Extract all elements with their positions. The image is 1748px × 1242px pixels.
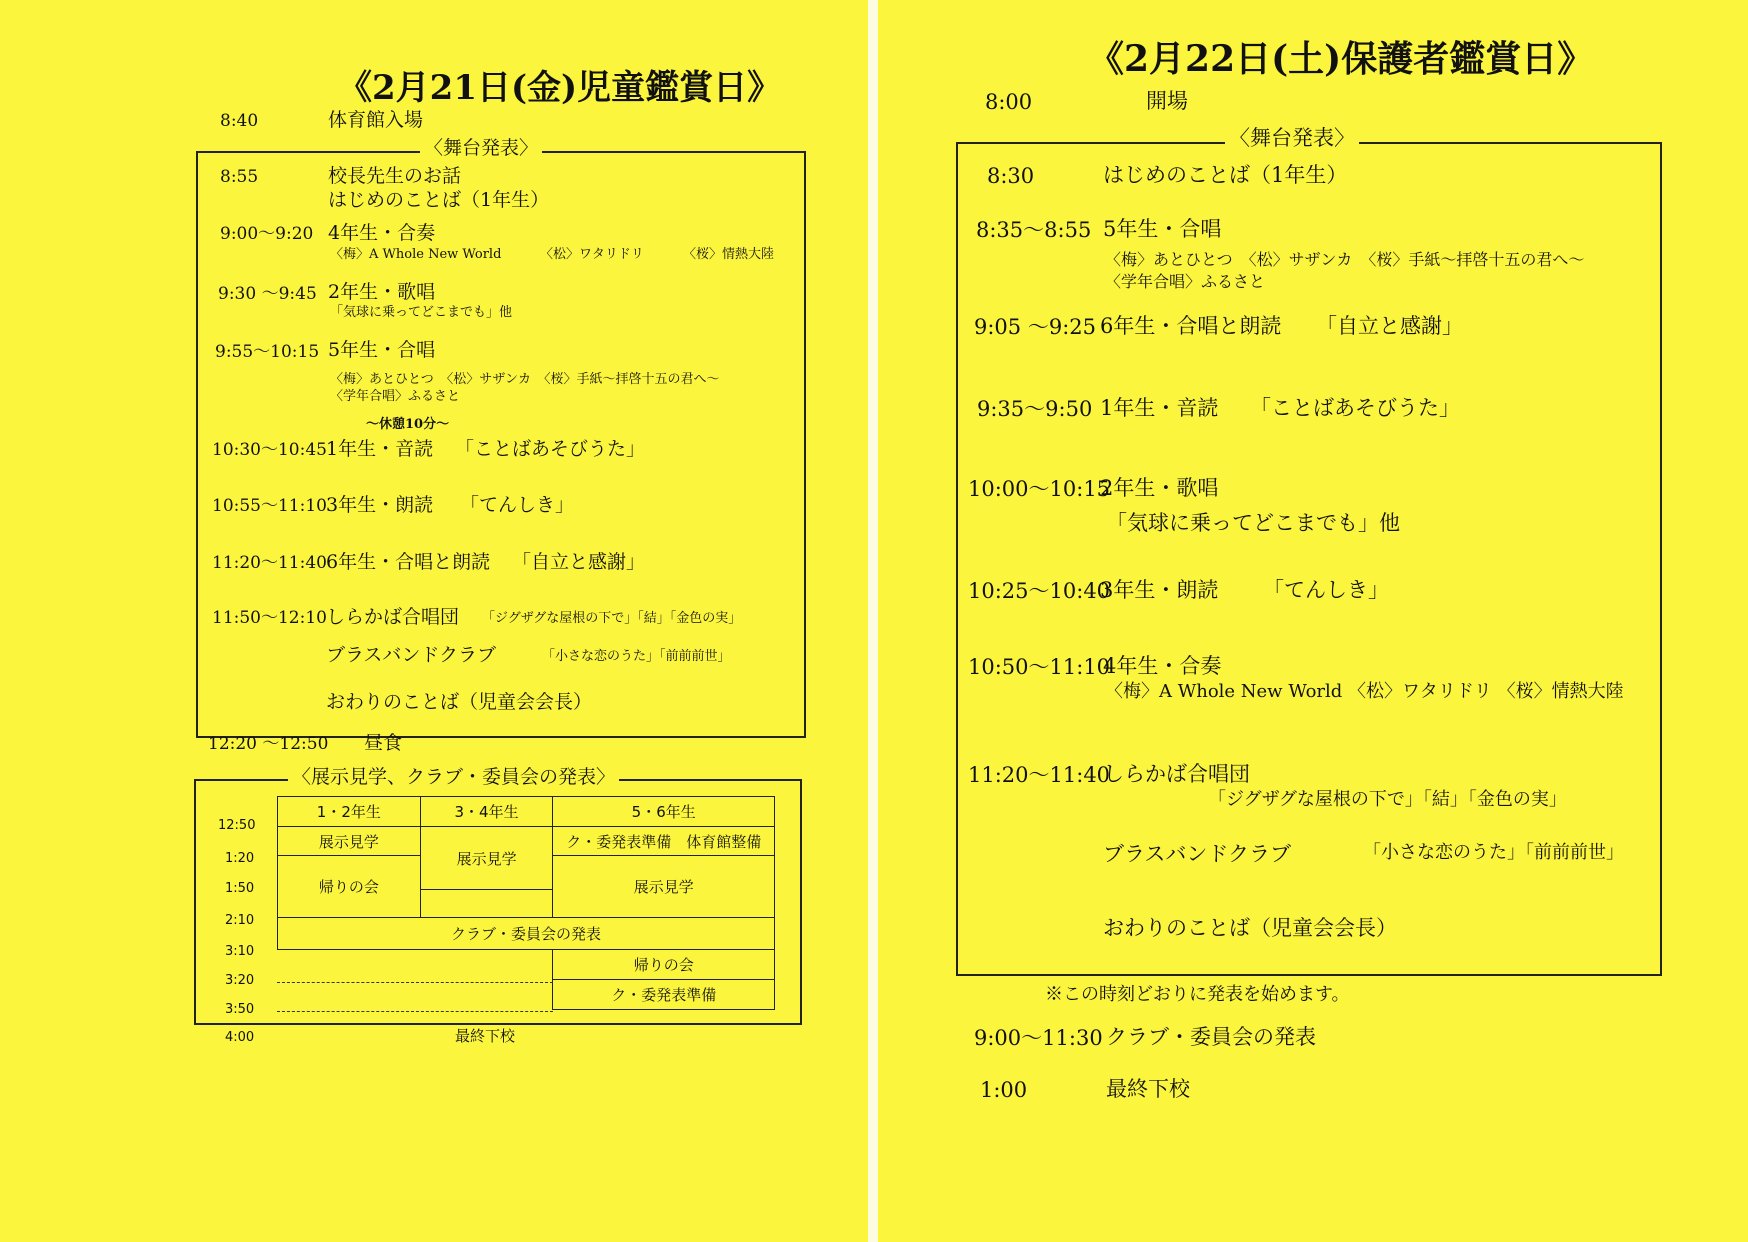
stage-item: 6年生・合唱と朗読 [1100, 314, 1282, 338]
stage-time: 10:25〜10:40 [968, 579, 1111, 603]
stage-item: 6年生・合唱と朗読 [326, 551, 491, 573]
stage-time: 11:20〜11:40 [212, 553, 327, 573]
stage-sub: 「気球に乗ってどこまでも」他 [1106, 511, 1400, 535]
left-title: 《2月21日(金)児童鑑賞日》 [338, 68, 782, 108]
stage-time: 10:30〜10:45 [212, 440, 327, 460]
stage-time: 11:20〜11:40 [968, 763, 1111, 787]
left-stage-label: 〈舞台発表〉 [420, 138, 542, 159]
grid-cell: ク・委発表準備 体育館整備 [553, 827, 775, 856]
stage-sub: 〈梅〉あとひとつ 〈松〉サザンカ 〈桜〉手紙〜拝啓十五の君へ〜 [1105, 250, 1585, 269]
stage-title: 「てんしき」 [1263, 578, 1389, 602]
stage-title: 「ことばあそびうた」 [455, 438, 646, 460]
grid-cell: 展示見学 [420, 827, 553, 890]
stage-item: 4年生・合奏 [1103, 654, 1222, 678]
stage-sub: 〈梅〉あとひとつ 〈松〉サザンカ 〈桜〉手紙〜拝啓十五の君へ〜 [330, 372, 720, 387]
stage-item: おわりのことば（児童会会長） [326, 691, 593, 713]
stage-time: 11:50〜12:10 [212, 608, 327, 628]
exhibit-grid [277, 796, 775, 1010]
stage-item: 1年生・音読 [1100, 396, 1219, 420]
grid-time: 2:10 [225, 913, 255, 928]
break-note: 〜休憩10分〜 [366, 417, 450, 432]
stage-time: 8:30 [987, 164, 1035, 188]
right-title: 《2月22日(土)保護者鑑賞日》 [1088, 38, 1594, 80]
stage-sub: 〈学年合唱〉ふるさと [330, 389, 461, 404]
grid-time: 12:50 [218, 818, 256, 833]
stage-sub: 〈梅〉A Whole New World 〈松〉ワタリドリ 〈桜〉情熱大陸 [1105, 681, 1624, 702]
stage-songs: 「小さな恋のうた」「前前前世」 [1363, 842, 1624, 863]
stage-time: 10:55〜11:10 [212, 496, 327, 516]
stage-item: ブラスバンドクラブ [326, 644, 497, 666]
grid-cell: 帰りの会 [553, 950, 775, 980]
stage-time: 10:00〜10:15 [968, 477, 1111, 501]
right-note: ※この時刻どおりに発表を始めます。 [1045, 984, 1350, 1005]
stage-time: 9:55〜10:15 [215, 342, 320, 362]
stage-title: 「てんしき」 [460, 494, 575, 516]
lunch-time: 12:20 〜12:50 [208, 734, 329, 754]
stage-item: はじめのことば（1年生） [1103, 163, 1348, 187]
grid-cell: 展示見学 [553, 856, 775, 918]
grid-header: 5・6年生 [553, 797, 775, 827]
stage-time: 9:30 〜9:45 [218, 284, 317, 304]
stage-songs: 「小さな恋のうた」「前前前世」 [542, 649, 731, 664]
stage-item: 3年生・朗読 [1100, 578, 1219, 602]
club-text: クラブ・委員会の発表 [1106, 1025, 1316, 1049]
grid-cell: クラブ・委員会の発表 [278, 918, 775, 950]
page-fold [868, 0, 878, 1242]
stage-sub: 「気球に乗ってどこまでも」他 [330, 305, 513, 320]
grid-time: 3:20 [225, 973, 255, 988]
grid-dashed-line [277, 1011, 553, 1012]
grid-cell: 展示見学 [278, 827, 421, 856]
entry-text: 体育館入場 [328, 109, 424, 131]
stage-item: 5年生・合唱 [1103, 217, 1222, 241]
grid-last: 最終下校 [455, 1027, 516, 1045]
grid-cell: ク・委発表準備 [553, 980, 775, 1010]
stage-item: おわりのことば（児童会会長） [1103, 916, 1397, 940]
stage-title: 「自立と感謝」 [512, 551, 646, 573]
stage-item: 校長先生のお話 [328, 165, 462, 187]
grid-time: 1:50 [225, 881, 255, 896]
stage-songs: 「ジグザグな屋根の下で」「結」「金色の実」 [1208, 789, 1567, 810]
left-page [0, 0, 868, 1242]
open-time: 8:00 [985, 90, 1033, 114]
open-text: 開場 [1146, 89, 1188, 113]
grid-cell: 帰りの会 [278, 856, 421, 918]
stage-songs: 「ジグザグな屋根の下で」「結」「金色の実」 [482, 611, 742, 626]
stage-sub: 〈桜〉情熱大陸 [683, 247, 775, 262]
stage-title: 「自立と感謝」 [1316, 314, 1463, 338]
stage-item: 3年生・朗読 [326, 494, 434, 516]
grid-time: 3:10 [225, 944, 255, 959]
stage-sub: 〈学年合唱〉ふるさと [1105, 272, 1266, 291]
stage-title: 「ことばあそびうた」 [1250, 396, 1460, 420]
stage-time: 9:35〜9:50 [977, 397, 1093, 421]
stage-item: しらかば合唱団 [326, 606, 460, 628]
stage-item: 2年生・歌唱 [1100, 476, 1219, 500]
stage-item: 4年生・合奏 [328, 222, 436, 244]
exhibit-label: 〈展示見学、クラブ・委員会の発表〉 [288, 767, 619, 788]
stage-item: しらかば合唱団 [1103, 762, 1250, 786]
stage-item: 1年生・音読 [326, 438, 434, 460]
stage-item: 2年生・歌唱 [328, 281, 436, 303]
stage-time: 8:35〜8:55 [976, 218, 1092, 242]
grid-header: 3・4年生 [420, 797, 553, 827]
stage-item: ブラスバンドクラブ [1103, 842, 1291, 866]
right-page [878, 0, 1748, 1242]
stage-sub: 〈松〉ワタリドリ [540, 247, 644, 262]
lunch-text: 昼食 [364, 732, 403, 754]
stage-time: 9:05 〜9:25 [974, 315, 1096, 339]
stage-time: 10:50〜11:10 [968, 655, 1111, 679]
grid-dashed-line [277, 982, 553, 983]
last-text: 最終下校 [1106, 1077, 1190, 1101]
stage-time: 8:55 [220, 167, 259, 187]
grid-time: 3:50 [225, 1002, 255, 1017]
grid-time: 4:00 [225, 1030, 255, 1045]
last-time: 1:00 [980, 1078, 1028, 1102]
stage-item: はじめのことば（1年生） [328, 189, 550, 211]
grid-header: 1・2年生 [278, 797, 421, 827]
stage-sub: 〈梅〉A Whole New World [330, 247, 502, 262]
right-stage-label: 〈舞台発表〉 [1225, 127, 1359, 150]
stage-time: 9:00〜9:20 [220, 224, 314, 244]
grid-time: 1:20 [225, 851, 255, 866]
stage-item: 5年生・合唱 [328, 339, 436, 361]
entry-time: 8:40 [220, 111, 259, 131]
club-time: 9:00〜11:30 [974, 1026, 1103, 1050]
